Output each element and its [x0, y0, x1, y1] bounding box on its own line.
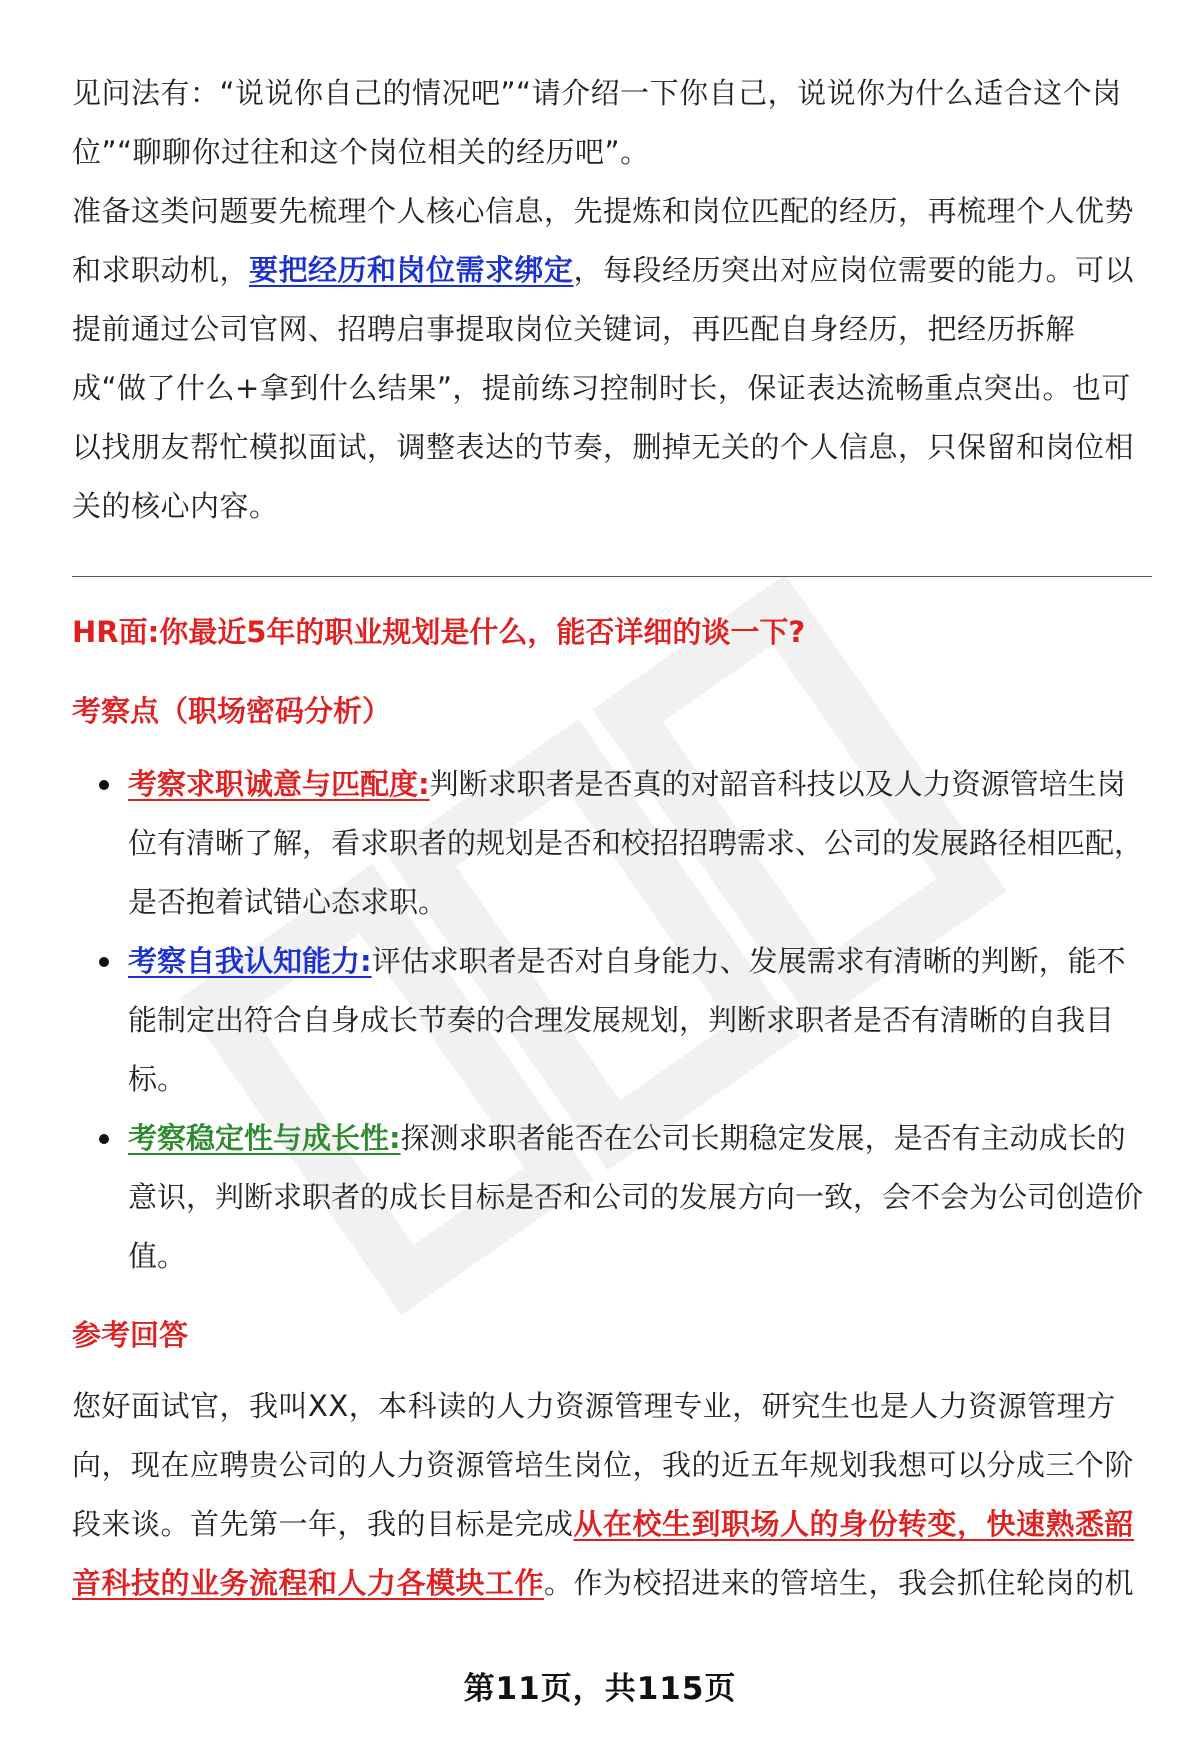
- bullet-dot-icon: [99, 1134, 109, 1144]
- analysis-heading: 考察点（职场密码分析）: [72, 694, 392, 728]
- page-number: 第11页，共115页: [463, 1671, 737, 1707]
- answer-after: 。作为校招进来的管培生，我会抓住轮岗的机: [544, 1566, 1135, 1600]
- answer-before: 您好面试官，我叫XX，本科读的人力资源管理专业，研究生也是人力资源管理方向，现在应聘贵公司的人力资源管培生岗位，我的近五年规划我想可以分成三个阶段来谈。首先第一年，我的目标是完成: [72, 1389, 1135, 1541]
- intro-paragraph-2: [72, 182, 1147, 536]
- analysis-point: [72, 755, 1147, 932]
- analysis-point-text: 评估求职者是否对自身能力、发展需求有清晰的判断，能不能制定出符合自身成长节奏的合理发展规划，判断求职者是否有清晰的自我目标。: [128, 944, 1126, 1096]
- intro-paragraph-1: 见问法有：“说说你自己的情况吧”“请介绍一下你自己，说说你为什么适合这个岗位”“聊聊你过往和这个岗位相关的经历吧”。: [72, 76, 1122, 169]
- answer-heading: 参考回答: [72, 1318, 189, 1352]
- intro-p2-before: 准备这类问题要先梳理个人核心信息，先提炼和岗位匹配的经历，再梳理个人优势和求职动机，: [72, 194, 1135, 287]
- answer-highlight: 从在校生到职场人的身份转变，快速熟悉韶音科技的业务流程和人力各模块工作: [72, 1507, 1135, 1600]
- answer-paragraph: [72, 1377, 1147, 1613]
- analysis-point: [72, 932, 1147, 1109]
- intro-p2-highlight: 要把经历和岗位需求绑定: [249, 253, 574, 287]
- analysis-points-list: [72, 755, 1147, 1286]
- intro-p2-after: ，每段经历突出对应岗位需要的能力。可以提前通过公司官网、招聘启事提取岗位关键词，再匹配自身经历，把经历拆解成“做了什么+拿到什么结果”，提前练习控制时长，保证表达流畅重点突出。也可以找朋友帮忙模拟面试，调整表达的节奏，删掉无关的个人信息，只保留和岗位相关的核心内容。: [72, 253, 1135, 523]
- question-title: HR面:你最近5年的职业规划是什么，能否详细的谈一下?: [72, 615, 806, 649]
- analysis-point-label: 考察求职诚意与匹配度:: [128, 767, 430, 801]
- analysis-point-text: 探测求职者能否在公司长期稳定发展，是否有主动成长的意识，判断求职者的成长目标是否和公司的发展方向一致，会不会为公司创造价值。: [128, 1121, 1144, 1273]
- document-content: [72, 64, 1147, 1613]
- bullet-dot-icon: [99, 957, 109, 967]
- section-divider: [72, 576, 1152, 577]
- analysis-point-label: 考察自我认知能力:: [128, 944, 372, 978]
- analysis-point-label: 考察稳定性与成长性:: [128, 1121, 401, 1155]
- bullet-dot-icon: [99, 780, 109, 790]
- analysis-point-text: 判断求职者是否真的对韶音科技以及人力资源管培生岗位有清晰了解，看求职者的规划是否和校招招聘需求、公司的发展路径相匹配，是否抱着试错心态求职。: [128, 767, 1144, 919]
- analysis-point: [72, 1109, 1147, 1286]
